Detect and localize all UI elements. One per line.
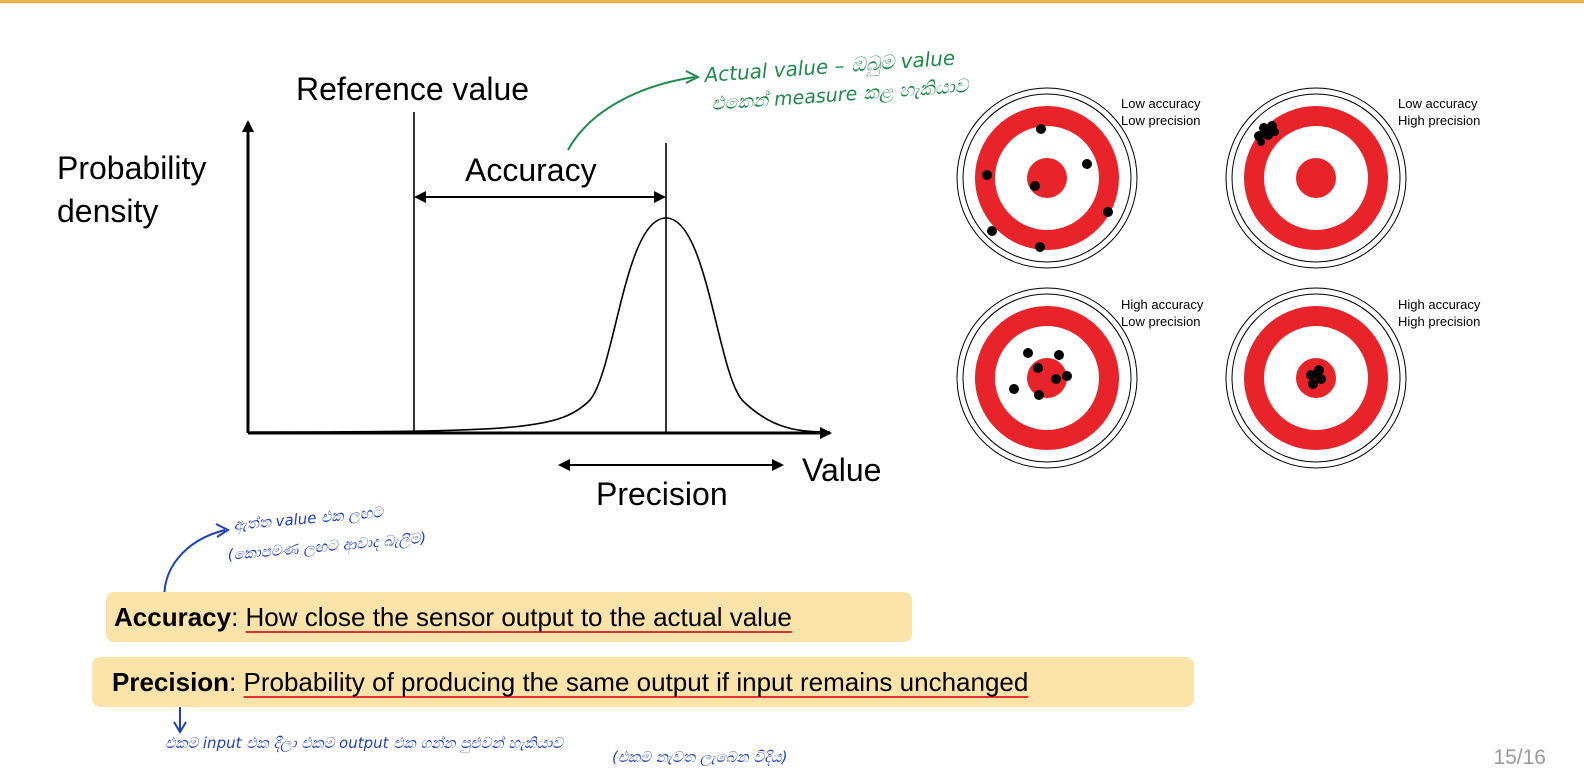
precision-label: Precision [596,476,728,512]
blue-note-bottom-line2: (එකම නැවත ලැබෙන විදිය) [612,748,788,766]
precision-text: Probability of producing the same output if input remains unchanged [243,667,1029,697]
ylabel-line2: density [57,193,159,229]
blue-note-top-line1: ඇත්ත value එක ලඟට [232,502,384,534]
green-arrow [568,77,695,150]
target-1-label-1: Low accuracy [1121,96,1201,111]
reference-value-label: Reference value [296,71,530,107]
accuracy-text: How close the sensor output to the actual value [245,602,792,632]
blue-note-bottom-line1: එකම input එක දීලා එකම output එක ගන්න පුළුවන් හැකියාව [165,734,563,752]
target-2-label-2: High precision [1398,113,1481,128]
accuracy-label: Accuracy [465,152,597,188]
target-3-label-2: Low precision [1121,314,1201,329]
value-axis-label: Value [802,452,882,488]
target-4-label-1: High accuracy [1398,297,1481,312]
ylabel-line1: Probability [57,150,207,186]
green-note-line2: එකෙන් measure කළ හැකියාව [710,75,969,115]
target-4-label-2: High precision [1398,314,1481,329]
green-note-line1: Actual value – ඔබුම value [703,45,956,87]
precision-definition: Precision: Probability of producing the same output if input remains unchanged [92,657,1194,707]
page-number: 15/16 [1493,746,1546,769]
blue-note-top-line2: (කොපමණ ලඟට ආවාද බැලීම) [226,528,427,564]
accuracy-definition: Accuracy: How close the sensor output to the actual value [106,592,912,642]
accuracy-term: Accuracy [114,602,232,632]
target-2-label-1: Low accuracy [1398,96,1478,111]
target-1-label-2: Low precision [1121,113,1201,128]
precision-term: Precision [112,667,230,697]
target-3-label-1: High accuracy [1121,297,1204,312]
